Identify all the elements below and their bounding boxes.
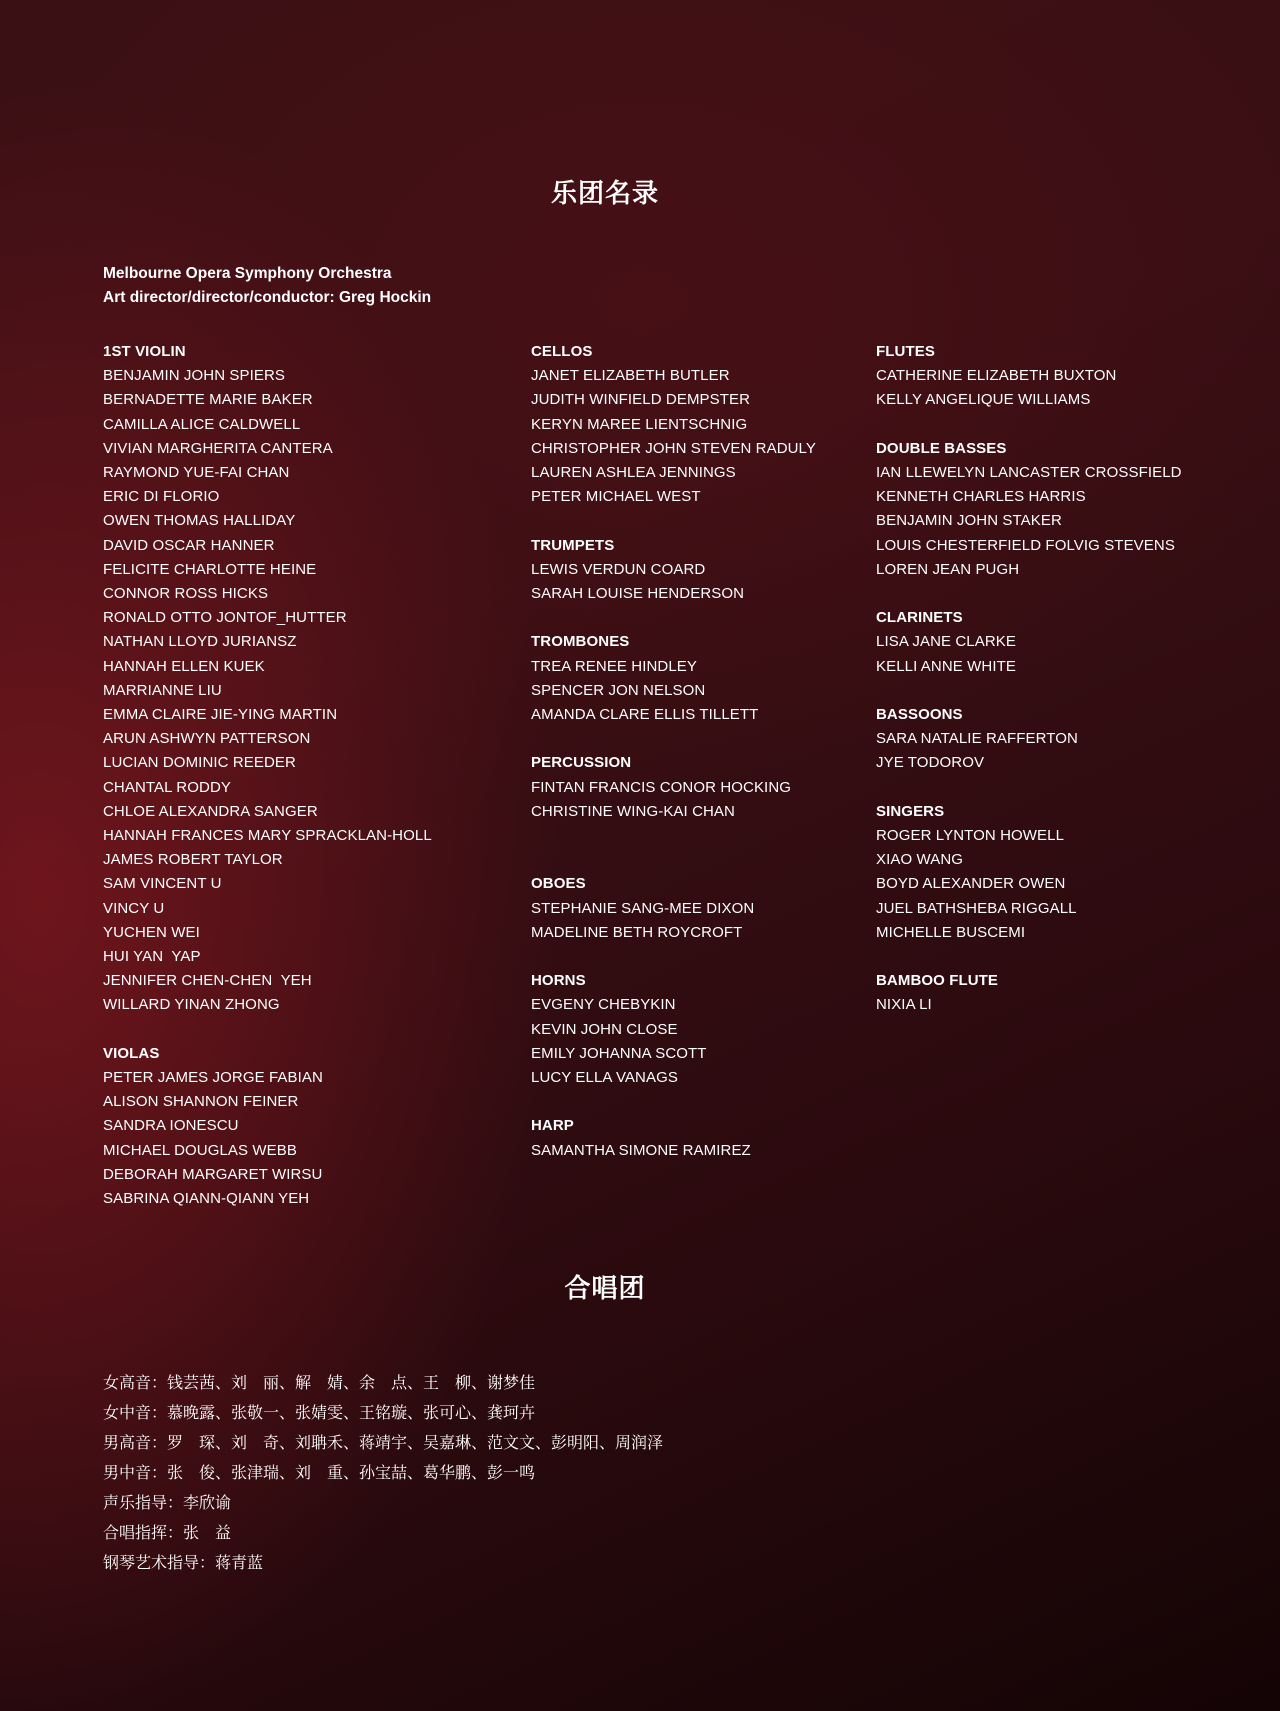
section-heading: TRUMPETS [531, 536, 615, 554]
orchestra-director: Art director/director/conductor: Greg Hockin [103, 289, 432, 306]
section-heading: OBOES [531, 875, 586, 893]
member-name: SARAH LOUISE HENDERSON [531, 585, 745, 603]
section-violas [103, 1042, 432, 1211]
section-harp [531, 1114, 816, 1162]
section-heading: 1ST VIOLIN [103, 343, 186, 360]
choir-line: 钢琴艺术指导：蒋青蓝 [103, 1553, 264, 1572]
section-heading: CELLOS [531, 343, 593, 360]
member-name: EVGENY CHEBYKIN [531, 996, 676, 1014]
member-name: RAYMOND YUE-FAI CHAN [103, 464, 290, 482]
member-name: XIAO WANG [876, 851, 964, 869]
section-oboes [531, 872, 816, 945]
section-heading: HORNS [531, 972, 586, 990]
member-name: IAN LLEWELYN LANCASTER CROSSFIELD [876, 464, 1182, 481]
choir-title: 合唱团 [564, 1274, 646, 1304]
section-heading: TROMBONES [531, 633, 630, 651]
member-name: BENJAMIN JOHN STAKER [876, 512, 1062, 530]
member-name: SAM VINCENT U [103, 875, 222, 893]
member-name: PETER MICHAEL WEST [531, 488, 701, 506]
member-name: OWEN THOMAS HALLIDAY [103, 512, 296, 530]
choir-list [103, 1368, 663, 1578]
member-name: ROGER LYNTON HOWELL [876, 827, 1065, 844]
member-name: EMILY JOHANNA SCOTT [531, 1044, 707, 1062]
member-name: CHLOE ALEXANDRA SANGER [103, 802, 318, 820]
roster-column-1 [103, 340, 432, 1211]
member-name: ERIC DI FLORIO [103, 488, 220, 506]
section-heading: HARP [531, 1117, 574, 1135]
section-heading: FLUTES [876, 343, 935, 360]
member-name: CATHERINE ELIZABETH BUXTON [876, 367, 1117, 385]
member-name: ALISON SHANNON FEINER [103, 1093, 299, 1111]
section-bamboo-flute [876, 969, 1182, 1017]
section-clarinets [876, 606, 1182, 679]
member-name: KERYN MAREE LIENTSCHNIG [531, 415, 748, 433]
choir-line: 女高音：钱芸茜、刘 丽、解 婧、余 点、王 柳、谢梦佳 [103, 1373, 536, 1392]
member-name: BENJAMIN JOHN SPIERS [103, 367, 286, 385]
section-flutes [876, 340, 1182, 413]
member-name: YUCHEN WEI [103, 923, 200, 941]
member-name: HUI YAN YAP [103, 948, 201, 966]
section-singers [876, 800, 1182, 945]
member-name: VINCY U [103, 899, 165, 917]
section-1st-violin [103, 340, 432, 1018]
orchestra-info [103, 262, 431, 310]
member-name: LOREN JEAN PUGH [876, 560, 1020, 578]
member-name: HANNAH FRANCES MARY SPRACKLAN-HOLL [103, 827, 432, 845]
member-name: NATHAN LLOYD JURIANSZ [103, 633, 297, 651]
member-name: JENNIFER CHEN-CHEN YEH [103, 972, 312, 990]
member-name: JUDITH WINFIELD DEMPSTER [531, 391, 751, 409]
choir-line: 合唱指挥：张 益 [103, 1523, 232, 1542]
choir-line: 男中音：张 俊、张津瑞、刘 重、孙宝喆、葛华鹏、彭一鸣 [103, 1463, 536, 1482]
member-name: BERNADETTE MARIE BAKER [103, 391, 313, 409]
member-name: LEWIS VERDUN COARD [531, 560, 706, 578]
choir-line: 男高音：罗 琛、刘 奇、刘聃禾、蒋靖宇、吴嘉琳、范文文、彭明阳、周润泽 [103, 1433, 664, 1452]
member-name: SAMANTHA SIMONE RAMIREZ [531, 1141, 751, 1159]
member-name: FELICITE CHARLOTTE HEINE [103, 560, 317, 578]
member-name: EMMA CLAIRE JIE-YING MARTIN [103, 706, 338, 724]
member-name: CAMILLA ALICE CALDWELL [103, 415, 301, 433]
member-name: MICHAEL DOUGLAS WEBB [103, 1141, 297, 1159]
member-name: STEPHANIE SANG-MEE DIXON [531, 899, 755, 917]
member-name: LAUREN ASHLEA JENNINGS [531, 464, 736, 482]
member-name: LUCIAN DOMINIC REEDER [103, 754, 296, 772]
member-name: SPENCER JON NELSON [531, 681, 706, 699]
member-name: LISA JANE CLARKE [876, 633, 1016, 651]
section-percussion [531, 751, 816, 824]
member-name: WILLARD YINAN ZHONG [103, 996, 280, 1014]
choir-line: 女中音：慕晚露、张敬一、张婧雯、王铭璇、张可心、龚珂卉 [103, 1403, 536, 1422]
member-name: KELLY ANGELIQUE WILLIAMS [876, 391, 1091, 409]
member-name: JAMES ROBERT TAYLOR [103, 851, 283, 869]
section-trumpets [531, 534, 816, 607]
member-name: JYE TODOROV [876, 754, 985, 772]
roster-title: 乐团名录 [550, 179, 659, 209]
section-heading: VIOLAS [103, 1044, 160, 1062]
member-name: AMANDA CLARE ELLIS TILLETT [531, 706, 759, 724]
section-double-basses [876, 437, 1182, 582]
member-name: VIVIAN MARGHERITA CANTERA [103, 439, 333, 457]
choir-line: 声乐指导：李欣谕 [103, 1493, 232, 1512]
member-name: CHRISTOPHER JOHN STEVEN RADULY [531, 439, 816, 457]
member-name: NIXIA LI [876, 996, 932, 1014]
section-heading: BASSOONS [876, 706, 963, 723]
section-cellos [531, 340, 816, 509]
section-bassoons [876, 703, 1182, 776]
section-heading: PERCUSSION [531, 754, 632, 772]
member-name: MICHELLE BUSCEMI [876, 923, 1026, 941]
member-name: DAVID OSCAR HANNER [103, 536, 275, 554]
member-name: CHRISTINE WING-KAI CHAN [531, 802, 735, 820]
roster-column-3 [876, 340, 1182, 1018]
member-name: JUEL BATHSHEBA RIGGALL [876, 899, 1077, 917]
member-name: KENNETH CHARLES HARRIS [876, 488, 1086, 506]
orchestra-name: Melbourne Opera Symphony Orchestra [103, 265, 392, 282]
section-horns [531, 969, 816, 1090]
member-name: LUCY ELLA VANAGS [531, 1069, 678, 1087]
section-heading: BAMBOO FLUTE [876, 972, 999, 990]
section-trombones [531, 630, 816, 727]
member-name: SABRINA QIANN-QIANN YEH [103, 1190, 310, 1208]
member-name: KEVIN JOHN CLOSE [531, 1020, 678, 1038]
section-heading: CLARINETS [876, 609, 963, 627]
member-name: BOYD ALEXANDER OWEN [876, 875, 1066, 893]
member-name: LOUIS CHESTERFIELD FOLVIG STEVENS [876, 536, 1175, 554]
member-name: FINTAN FRANCIS CONOR HOCKING [531, 778, 792, 796]
member-name: TREA RENEE HINDLEY [531, 657, 698, 675]
member-name: SANDRA IONESCU [103, 1117, 239, 1135]
member-name: HANNAH ELLEN KUEK [103, 657, 265, 675]
member-name: CONNOR ROSS HICKS [103, 585, 269, 603]
member-name: ARUN ASHWYN PATTERSON [103, 730, 311, 748]
member-name: DEBORAH MARGARET WIRSU [103, 1165, 323, 1183]
member-name: SARA NATALIE RAFFERTON [876, 730, 1078, 748]
member-name: KELLI ANNE WHITE [876, 657, 1016, 675]
member-name: JANET ELIZABETH BUTLER [531, 367, 730, 385]
member-name: PETER JAMES JORGE FABIAN [103, 1069, 323, 1087]
section-heading: SINGERS [876, 802, 945, 820]
member-name: MADELINE BETH ROYCROFT [531, 923, 743, 941]
member-name: MARRIANNE LIU [103, 681, 222, 699]
section-heading: DOUBLE BASSES [876, 439, 1007, 457]
roster-column-2 [531, 340, 816, 1163]
member-name: CHANTAL RODDY [103, 778, 231, 796]
member-name: RONALD OTTO JONTOF_HUTTER [103, 609, 347, 627]
